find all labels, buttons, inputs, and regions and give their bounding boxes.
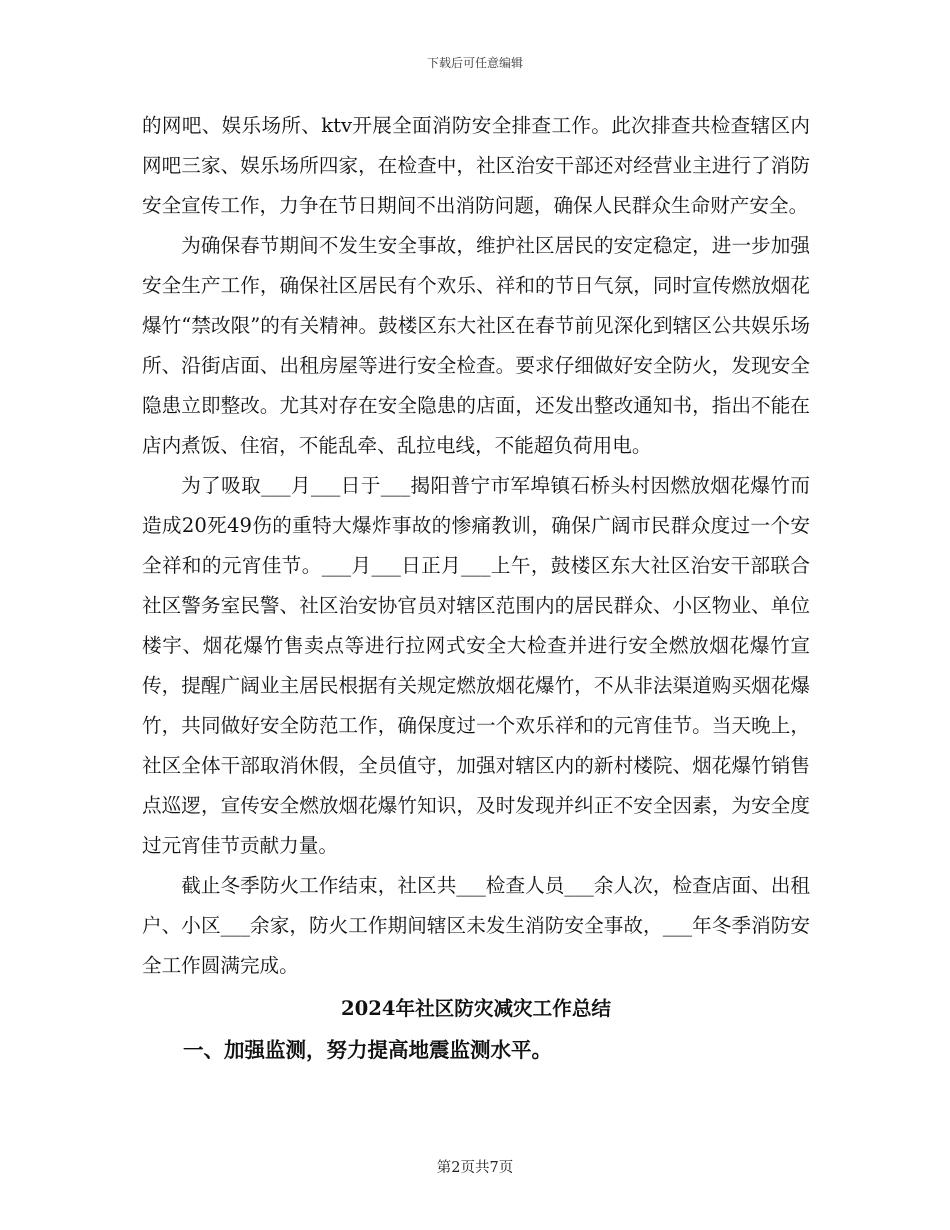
- page-header-note: 下载后可任意编辑: [426, 56, 523, 70]
- paragraph-winter-summary: 截止冬季防火工作结束，社区共___检查人员___余人次，检查店面、出租户、小区___余家，防火工作期间辖区未发生消防安全事故，___年冬季消防安全工作圆满完成。: [142, 874, 810, 977]
- paragraph-spring-festival: 为确保春节期间不发生安全事故，维护社区居民的安定稳定，进一步加强安全生产工作，确保社区居民有个欢乐、祥和的节日气氛，同时宣传燃放烟花爆竹“禁改限”的有关精神。鼓楼区东大社区在春节前见深化到辖区公共娱乐场所、沿街店面、出租房屋等进行安全检查。要求仔细做好安全防火，发现安全隐患立即整改。尤其对存在安全隐患的店面，还发出整改通知书，指出不能在店内煮饭、住宿，不能乱牵、乱拉电线，不能超负荷用电。: [142, 234, 810, 457]
- paragraph-lantern-festival: 为了吸取___月___日于___揭阳普宁市军埠镇石桥头村因燃放烟花爆竹而造成20死49伤的重特大爆炸事故的惨痛教训，确保广阔市民群众度过一个安全祥和的元宵佳节。___月___日正月___上午，鼓楼区东大社区治安干部联合社区警务室民警、社区治安协官员对辖区范围内的居民群众、小区物业、单位楼宇、烟花爆竹售卖点等进行拉网式安全大检查并进行安全燃放烟花爆竹宣传，提醒广阔业主居民根据有关规定燃放烟花爆竹，不从非法渠道购买烟花爆竹，共同做好安全防范工作，确保度过一个欢乐祥和的元宵佳节。当天晚上，社区全体干部取消休假，全员值守，加强对辖区内的新村楼院、烟花爆竹销售点巡逻，宣传安全燃放烟花爆竹知识，及时发现并纠正不安全因素，为安全度过元宵佳节贡献力量。: [142, 474, 810, 857]
- section-subheading: 一、加强监测，努力提高地震监测水平。: [183, 1038, 552, 1062]
- document-body: [142, 106, 810, 1070]
- paragraph-continued: 的网吧、娱乐场所、ktv开展全面消防安全排查工作。此次排查共检查辖区内网吧三家、娱乐场所四家，在检查中，社区治安干部还对经营业主进行了消防安全宣传工作，力争在节日期间不出消防问题，确保人民群众生命财产安全。: [142, 114, 810, 217]
- section-title: 2024年社区防灾减灾工作总结: [340, 997, 612, 1020]
- page-footer-number: 第2页共7页: [436, 1160, 514, 1176]
